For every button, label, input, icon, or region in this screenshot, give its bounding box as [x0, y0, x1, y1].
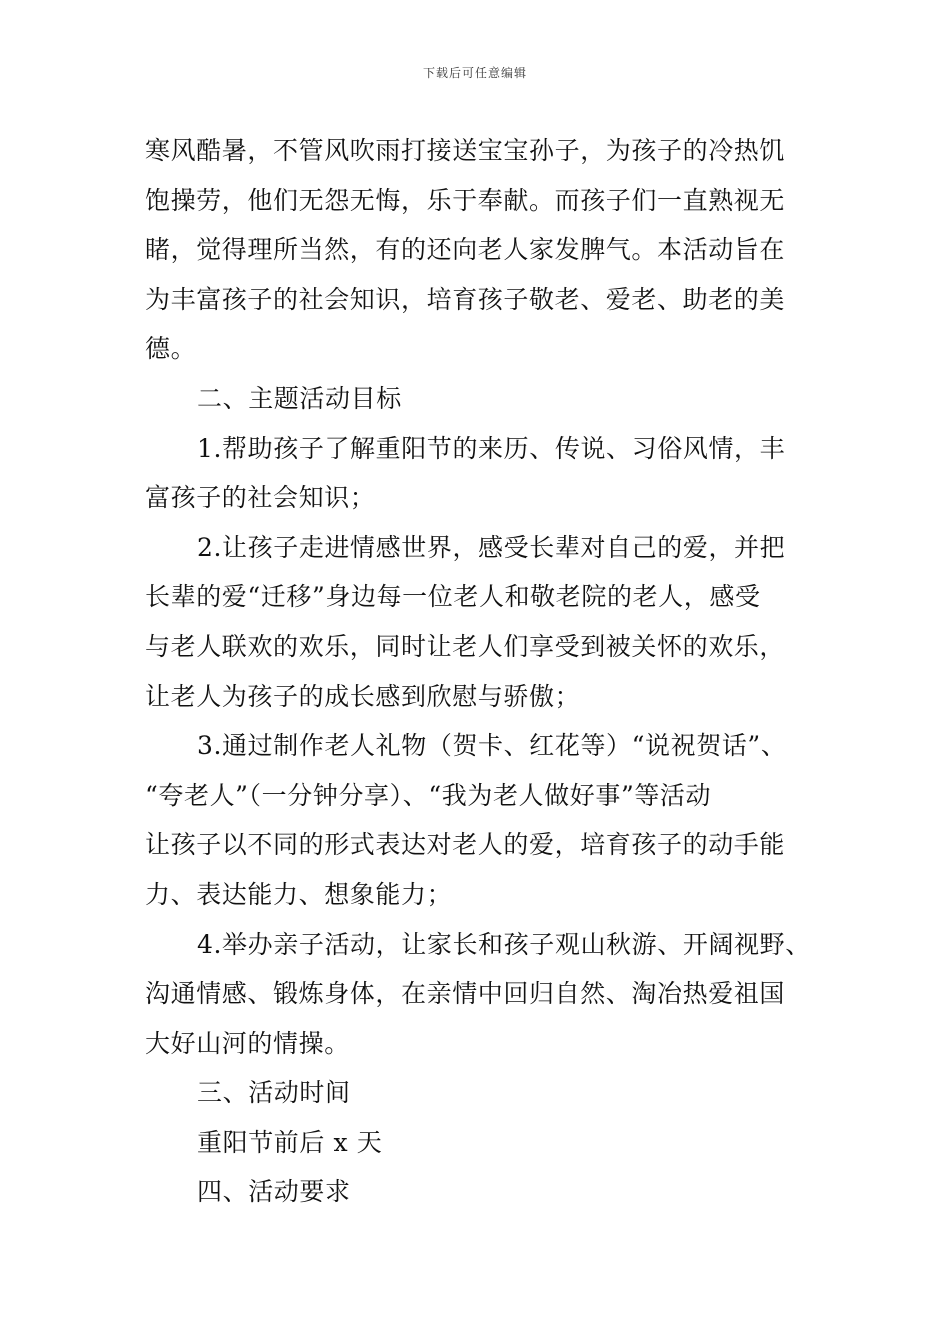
- text-line: 让孩子以不同的形式表达对老人的爱，培育孩子的动手能: [145, 830, 786, 860]
- text-line: 为丰富孩子的社会知识，培育孩子敬老、爱老、助老的美: [145, 284, 786, 314]
- page-header: 下载后可任意编辑: [422, 66, 527, 80]
- document-body: [145, 126, 815, 1217]
- section-heading-requirements: 四、活动要求: [197, 1177, 351, 1207]
- text-line: 饱操劳，他们无怨无悔，乐于奉献。而孩子们一直熟视无: [145, 185, 786, 215]
- text-line: 富孩子的社会知识；: [145, 483, 376, 513]
- text-line: “夸老人”（一分钟分享）、“我为老人做好事”等活动: [145, 780, 712, 810]
- text-line: 让老人为孩子的成长感到欣慰与骄傲；: [145, 681, 581, 711]
- activity-time-value: 重阳节前后 x 天: [197, 1127, 383, 1157]
- goal-item-3: 3.通过制作老人礼物（贺卡、红花等）“说祝贺话”、: [197, 731, 787, 761]
- text-line: 沟通情感、锻炼身体，在亲情中回归自然、淘冶热爱祖国: [145, 979, 786, 1009]
- text-line: 德。: [145, 334, 197, 364]
- text-line: 力、表达能力、想象能力；: [145, 879, 453, 909]
- text-line: 寒风酷暑，不管风吹雨打接送宝宝孙子，为孩子的冷热饥: [145, 136, 786, 165]
- text-line: 大好山河的情操。: [145, 1028, 350, 1058]
- goal-item-4: 4.举办亲子活动，让家长和孩子观山秋游、开阔视野、: [197, 929, 811, 959]
- section-heading-time: 三、活动时间: [197, 1078, 351, 1108]
- section-heading-goals: 二、主题活动目标: [197, 383, 402, 413]
- text-line: 与老人联欢的欢乐，同时让老人们享受到被关怀的欢乐，: [145, 631, 786, 661]
- goal-item-2: 2.让孩子走进情感世界，感受长辈对自己的爱，并把: [197, 532, 786, 562]
- text-line: 睹，觉得理所当然，有的还向老人家发脾气。本活动旨在: [145, 235, 786, 265]
- text-line: 长辈的爱“迁移”身边每一位老人和敬老院的老人，感受: [145, 582, 761, 612]
- goal-item-1: 1.帮助孩子了解重阳节的来历、传说、习俗风情，丰: [197, 433, 786, 463]
